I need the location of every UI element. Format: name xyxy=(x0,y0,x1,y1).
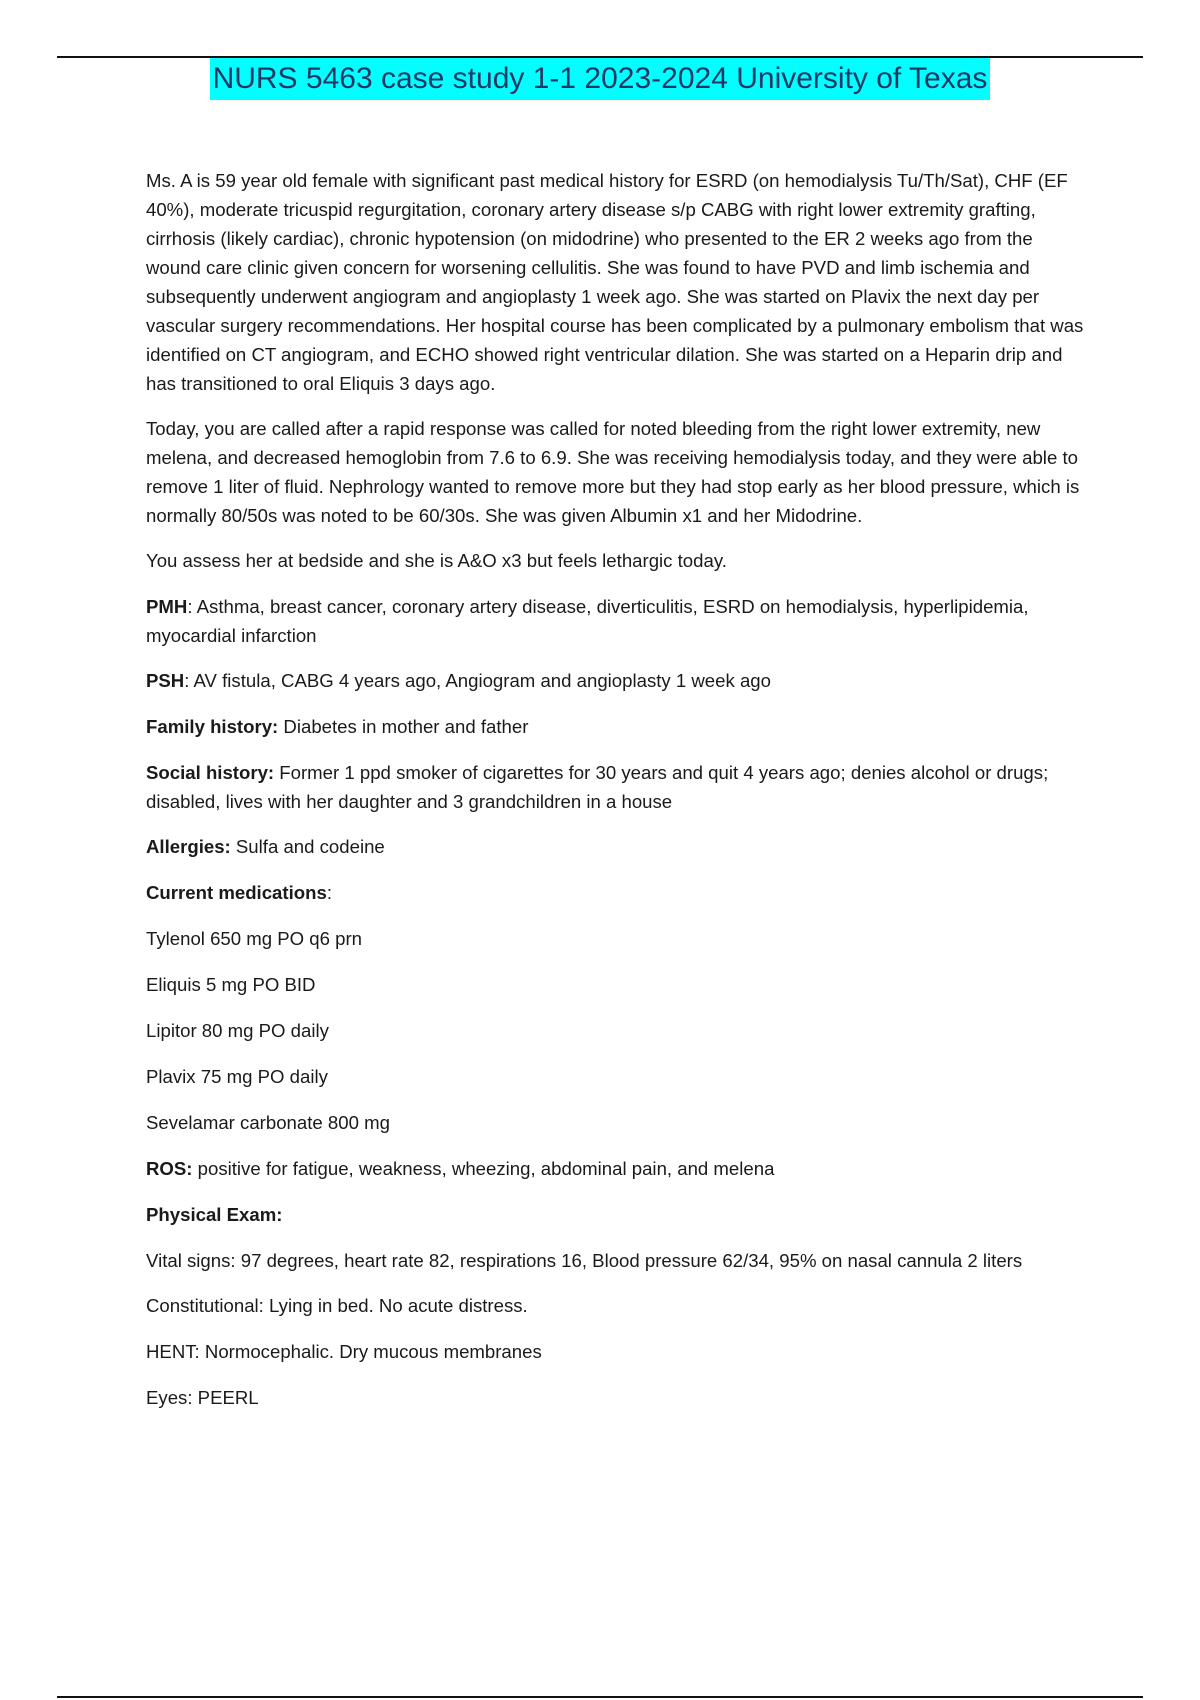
pmh-label: PMH xyxy=(146,596,188,617)
title-container xyxy=(0,58,1200,100)
intro-paragraph-3: You assess her at bedside and she is A&O x3 but feels lethargic today. xyxy=(146,550,727,571)
family-history-section xyxy=(146,712,1086,741)
psh-section xyxy=(146,666,1086,695)
exam-line-vitals: Vital signs: 97 degrees, heart rate 82, respirations 16, Blood pressure 62/34, 95% on nasal cannula 2 liters xyxy=(146,1250,1023,1271)
family-history-text: Diabetes in mother and father xyxy=(278,716,529,737)
current-medications-heading xyxy=(146,878,1086,907)
exam-line-constitutional: Constitutional: Lying in bed. No acute distress. xyxy=(146,1295,528,1316)
allergies-section xyxy=(146,832,1086,861)
medication-item: Plavix 75 mg PO daily xyxy=(146,1066,328,1087)
allergies-text: Sulfa and codeine xyxy=(230,836,385,857)
medication-item: Eliquis 5 mg PO BID xyxy=(146,974,316,995)
bottom-rule xyxy=(57,1696,1143,1698)
exam-line-hent: HENT: Normocephalic. Dry mucous membranes xyxy=(146,1341,542,1362)
intro-paragraph-2: Today, you are called after a rapid response was called for noted bleeding from the right lower extremity, new melena, and decreased hemoglobin from 7.6 to 6.9. She was receiving hemodialysis today, and they were able to remove 1 liter of fluid. Nephrology wanted to remove more but they had stop early as her blood pressure, which is normally 80/50s was noted to be 60/30s. She was given Albumin x1 and her Midodrine. xyxy=(146,418,1080,526)
ros-section xyxy=(146,1154,1086,1183)
medication-item: Lipitor 80 mg PO daily xyxy=(146,1020,329,1041)
social-history-text: Former 1 ppd smoker of cigarettes for 30 years and quit 4 years ago; denies alcohol or drugs; disabled, lives with her daughter and 3 grandchildren in a house xyxy=(146,762,1049,812)
social-history-section xyxy=(146,758,1086,816)
current-medications-colon: : xyxy=(326,882,332,903)
physical-exam-heading xyxy=(146,1200,1086,1229)
ros-text: positive for fatigue, weakness, wheezing, abdominal pain, and melena xyxy=(192,1158,775,1179)
medication-item: Tylenol 650 mg PO q6 prn xyxy=(146,928,363,949)
physical-exam-label: Physical Exam: xyxy=(146,1204,283,1225)
family-history-label: Family history: xyxy=(146,716,279,737)
psh-label: PSH xyxy=(146,670,185,691)
exam-line-eyes: Eyes: PEERL xyxy=(146,1387,259,1408)
ros-label: ROS: xyxy=(146,1158,193,1179)
document-body xyxy=(146,166,1086,1429)
document-title: NURS 5463 case study 1-1 2023-2024 University of Texas xyxy=(210,58,991,100)
medication-item: Sevelamar carbonate 800 mg xyxy=(146,1112,390,1133)
pmh-section xyxy=(146,592,1086,650)
intro-paragraph-1: Ms. A is 59 year old female with significant past medical history for ESRD (on hemodialysis Tu/Th/Sat), CHF (EF 40%), moderate tricuspid regurgitation, coronary artery disease s/p CABG with right lower extremity grafting, cirrhosis (likely cardiac), chronic hypotension (on midodrine) who presented to the ER 2 weeks ago from the wound care clinic given concern for worsening cellulitis. She was found to have PVD and limb ischemia and subsequently underwent angiogram and angioplasty 1 week ago. She was started on Plavix the next day per vascular surgery recommendations. Her hospital course has been complicated by a pulmonary embolism that was identified on CT angiogram, and ECHO showed right ventricular dilation. She was started on a Heparin drip and has transitioned to oral Eliquis 3 days ago. xyxy=(146,170,1084,394)
pmh-text: : Asthma, breast cancer, coronary artery disease, diverticulitis, ESRD on hemodialysis, hyperlipidemia, myocardial infarction xyxy=(146,596,1029,646)
social-history-label: Social history: xyxy=(146,762,275,783)
current-medications-label: Current medications xyxy=(146,882,327,903)
allergies-label: Allergies: xyxy=(146,836,231,857)
psh-text: : AV fistula, CABG 4 years ago, Angiogram and angioplasty 1 week ago xyxy=(184,670,771,691)
